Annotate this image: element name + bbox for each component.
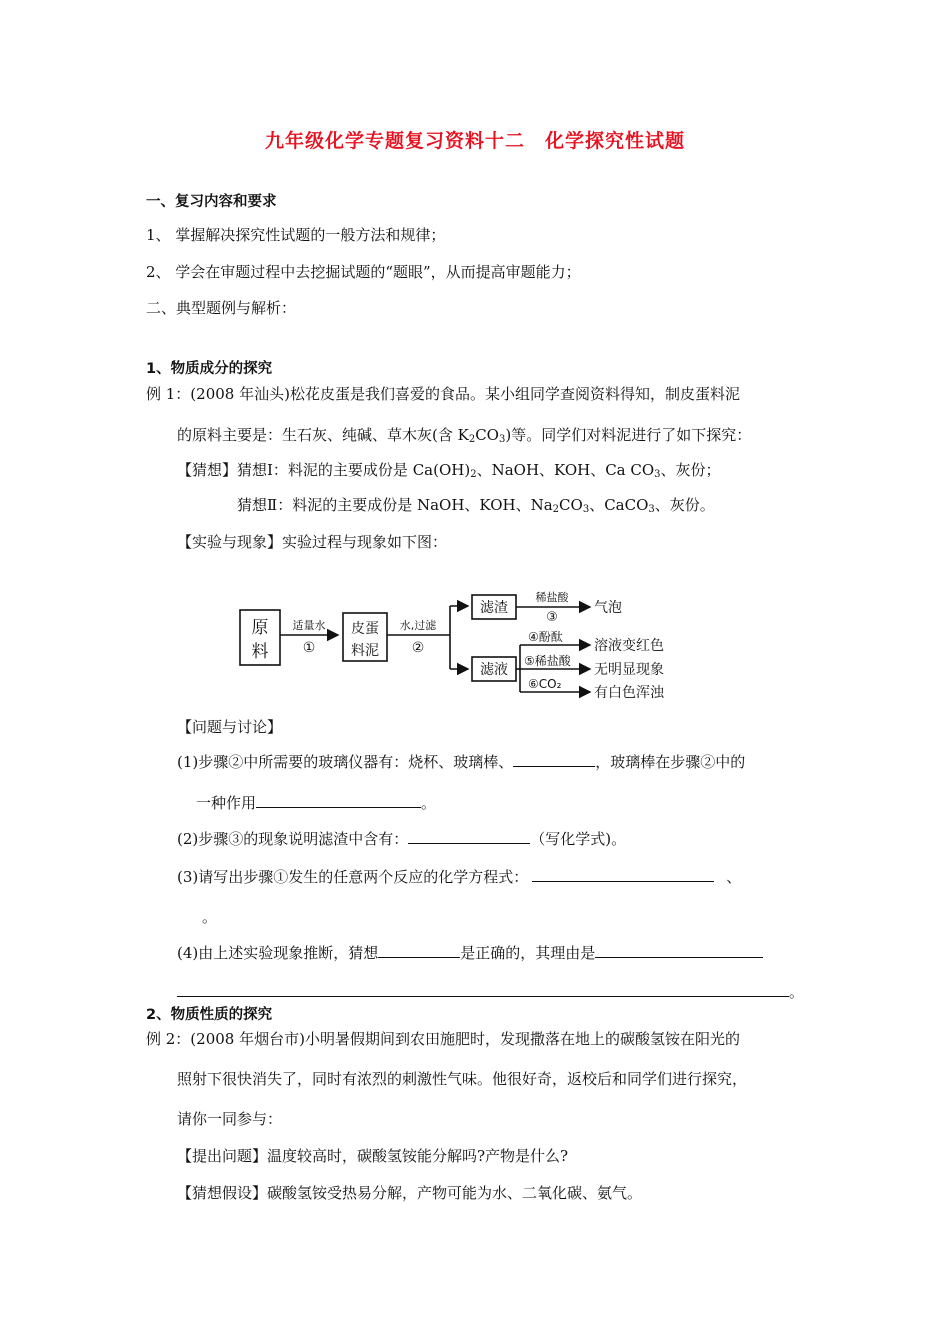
result-white-precipitate: 有白色浑浊: [594, 685, 664, 701]
result-no-change: 无明显现象: [594, 662, 664, 678]
answer-blank[interactable]: [532, 867, 714, 882]
question-2: (2)步骤③的现象说明滤渣中含有： （写化学式)。: [177, 830, 627, 848]
hypothesis: 【猜想假设】碳酸氢铵受热易分解，产物可能为水、二氧化碳、氨气。: [177, 1184, 643, 1202]
discussion-label: 【问题与讨论】: [177, 718, 283, 736]
topic1-heading: 1、物质成分的探究: [146, 361, 273, 377]
question-4-cont: 。: [177, 981, 804, 1002]
box-mud-label-bottom: 料泥: [351, 643, 379, 659]
section2-heading: 二、典型题例与解析：: [146, 299, 297, 317]
section1-item-2: 2、 学会在审题过程中去挖掘试题的“题眼”，从而提高审题能力；: [146, 263, 581, 281]
raise-question: 【提出问题】温度较高时，碳酸氢铵能分解吗?产物是什么?: [177, 1147, 569, 1165]
answer-blank[interactable]: [595, 943, 763, 958]
arrow5-label: ⑤稀盐酸: [524, 654, 571, 668]
answer-blank[interactable]: [256, 793, 421, 808]
example1-line1: 例 1：(2008 年汕头)松花皮蛋是我们喜爱的食品。某小组同学查阅资料得知，制皮蛋料泥: [146, 385, 740, 403]
section1-item-1: 1、 掌握解决探究性试题的一般方法和规律；: [146, 226, 446, 244]
page-title: 九年级化学专题复习资料十二 化学探究性试题: [264, 130, 685, 152]
question-1: (1)步骤②中所需要的玻璃仪器有：烧杯、玻璃棒、 ，玻璃棒在步骤②中的: [177, 753, 746, 771]
example2-line2: 照射下很快消失了，同时有浓烈的刺激性气味。他很好奇，返校后和同学们进行探究，: [177, 1070, 748, 1088]
box-mud-label-top: 皮蛋: [351, 621, 379, 637]
box-residue-label: 滤渣: [480, 600, 508, 616]
arrow3-label: 稀盐酸: [535, 591, 569, 604]
box-raw-label-top: 原: [251, 618, 269, 638]
example1-line2: 的原料主要是：生石灰、纯碱、草木灰(含 $K_2CO_3$)等。同学们对料泥进行了如下探究：: [177, 426, 752, 445]
arrow2-label: 水,过滤: [399, 619, 437, 632]
question-3: (3)请写出步骤①发生的任意两个反应的化学方程式： 、: [177, 868, 742, 886]
experiment-flow-diagram: [230, 585, 700, 710]
answer-blank[interactable]: [408, 829, 530, 844]
guess-1: 【猜想】猜想Ⅰ：料泥的主要成份是 $Ca(OH)_2$、NaOH、KOH、Ca $CO_3$、灰份；: [177, 461, 721, 480]
section1-heading: 一、复习内容和要求: [146, 194, 277, 210]
example2-line1: 例 2：(2008 年烟台市)小明暑假期间到农田施肥时，发现撒落在地上的碳酸氢铵在阳光的: [146, 1030, 740, 1048]
arrow3-step: ③: [546, 610, 558, 625]
topic2-heading: 2、物质性质的探究: [146, 1007, 273, 1023]
result-turns-red: 溶液变红色: [594, 638, 664, 654]
experiment-label: 【实验与现象】实验过程与现象如下图：: [177, 533, 448, 551]
answer-blank[interactable]: [378, 943, 460, 958]
answer-blank[interactable]: [177, 982, 789, 997]
arrow2-step: ②: [411, 640, 425, 656]
guess-2: 猜想Ⅱ：料泥的主要成份是 NaOH、KOH、$Na_2CO_3$、CaCO$_3$、灰份。: [237, 496, 715, 515]
answer-blank[interactable]: [513, 752, 595, 767]
arrow1-label: 适量水: [292, 619, 326, 632]
box-filtrate-label: 滤液: [480, 662, 508, 678]
arrow1-step: ①: [302, 640, 316, 656]
result-bubbles: 气泡: [594, 600, 622, 616]
question-1-cont: 一种作用 。: [196, 794, 437, 812]
question-4: (4)由上述实验现象推断，猜想 是正确的，其理由是: [177, 942, 763, 963]
arrow4-label: ④酚酞: [528, 630, 563, 644]
question-3-end: 。: [202, 908, 218, 926]
arrow6-label: ⑥CO₂: [528, 677, 562, 691]
box-raw-label-bottom: 料: [251, 642, 269, 662]
example2-line3: 请你一同参与：: [177, 1110, 283, 1128]
